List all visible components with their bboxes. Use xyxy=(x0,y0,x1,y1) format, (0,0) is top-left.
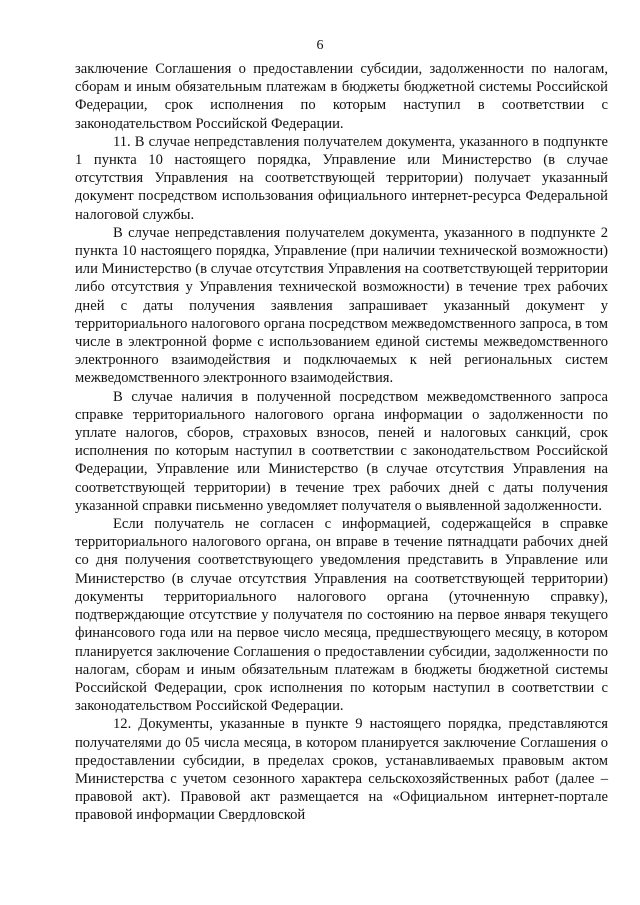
paragraph-clause-12: 12. Документы, указанные в пункте 9 настоящего порядка, представляются получателями до 05 числа месяца, в котором планируется заключение Соглашения о предоставлении субсидии, в пределах сроков, устанавливаемых правовым актом Министерства с учетом сезонного характера сельскохозяйственных работ (далее – правовой акт). Правовой акт размещается на «Официальном интернет-портале правовой информации Свердловской xyxy=(75,716,608,824)
paragraph-debt-information: В случае наличия в полученной посредством межведомственного запроса справке территориального налогового органа информации о задолженности по уплате налогов, сборов, страховых взносов, пеней и налоговых санкций, срок исполнения по которым наступил в соответствии с законодательством Российской Федерации, Управление или Министерство (в случае отсутствия Управления на соответствующей территории) в течение трех рабочих дней с даты получения указанной справки письменно уведомляет получателя о выявленной задолженности. xyxy=(75,388,608,514)
document-body xyxy=(75,60,608,825)
paragraph-clause-11: 11. В случае непредставления получателем документа, указанного в подпункте 1 пункта 10 настоящего порядка, Управление или Министерство (в случае отсутствия Управления на соответствующей территории) получает указанный документ посредством использования официального интернет-ресурса Федеральной налоговой службы. xyxy=(75,133,608,223)
page-number: 6 xyxy=(316,38,324,53)
paragraph-continuation: заключение Соглашения о предоставлении субсидии, задолженности по налогам, сборам и иным обязательным платежам в бюджеты бюджетной системы Российской Федерации, срок исполнения по которым наступил в соответствии с законодательством Российской Федерации. xyxy=(75,61,608,132)
paragraph-disagreement: Если получатель не согласен с информацией, содержащейся в справке территориального налогового органа, он вправе в течение пятнадцати рабочих дней со дня получения соответствующего уведомления представить в Управление или Министерство (в случае отсутствия Управления на соответствующей территории) документы территориального налогового органа (уточненную справку), подтверждающие отсутствие у получателя по состоянию на первое января текущего финансового года или на первое число месяца, предшествующего месяцу, в котором планируется заключение Соглашения о предоставлении субсидии, задолженности по налогам, сборам и иным обязательным платежам в бюджеты бюджетной системы Российской Федерации, срок исполнения по которым наступил в соответствии с законодательством Российской Федерации. xyxy=(75,516,608,715)
paragraph-clause-11-subpoint-2: В случае непредставления получателем документа, указанного в подпункте 2 пункта 10 настоящего порядка, Управление (при наличии технической возможности) или Министерство (в случае отсутствия Управления на соответствующей территории либо отсутствия у Управления технической возможности) в течение трех рабочих дней с даты получения заявления запрашивает указанный документ у территориального налогового органа посредством межведомственного запроса, в том числе в электронной форме с использованием единой системы межведомственного электронного взаимодействия и подключаемых к ней региональных систем межведомственного электронного взаимодействия. xyxy=(75,224,608,387)
